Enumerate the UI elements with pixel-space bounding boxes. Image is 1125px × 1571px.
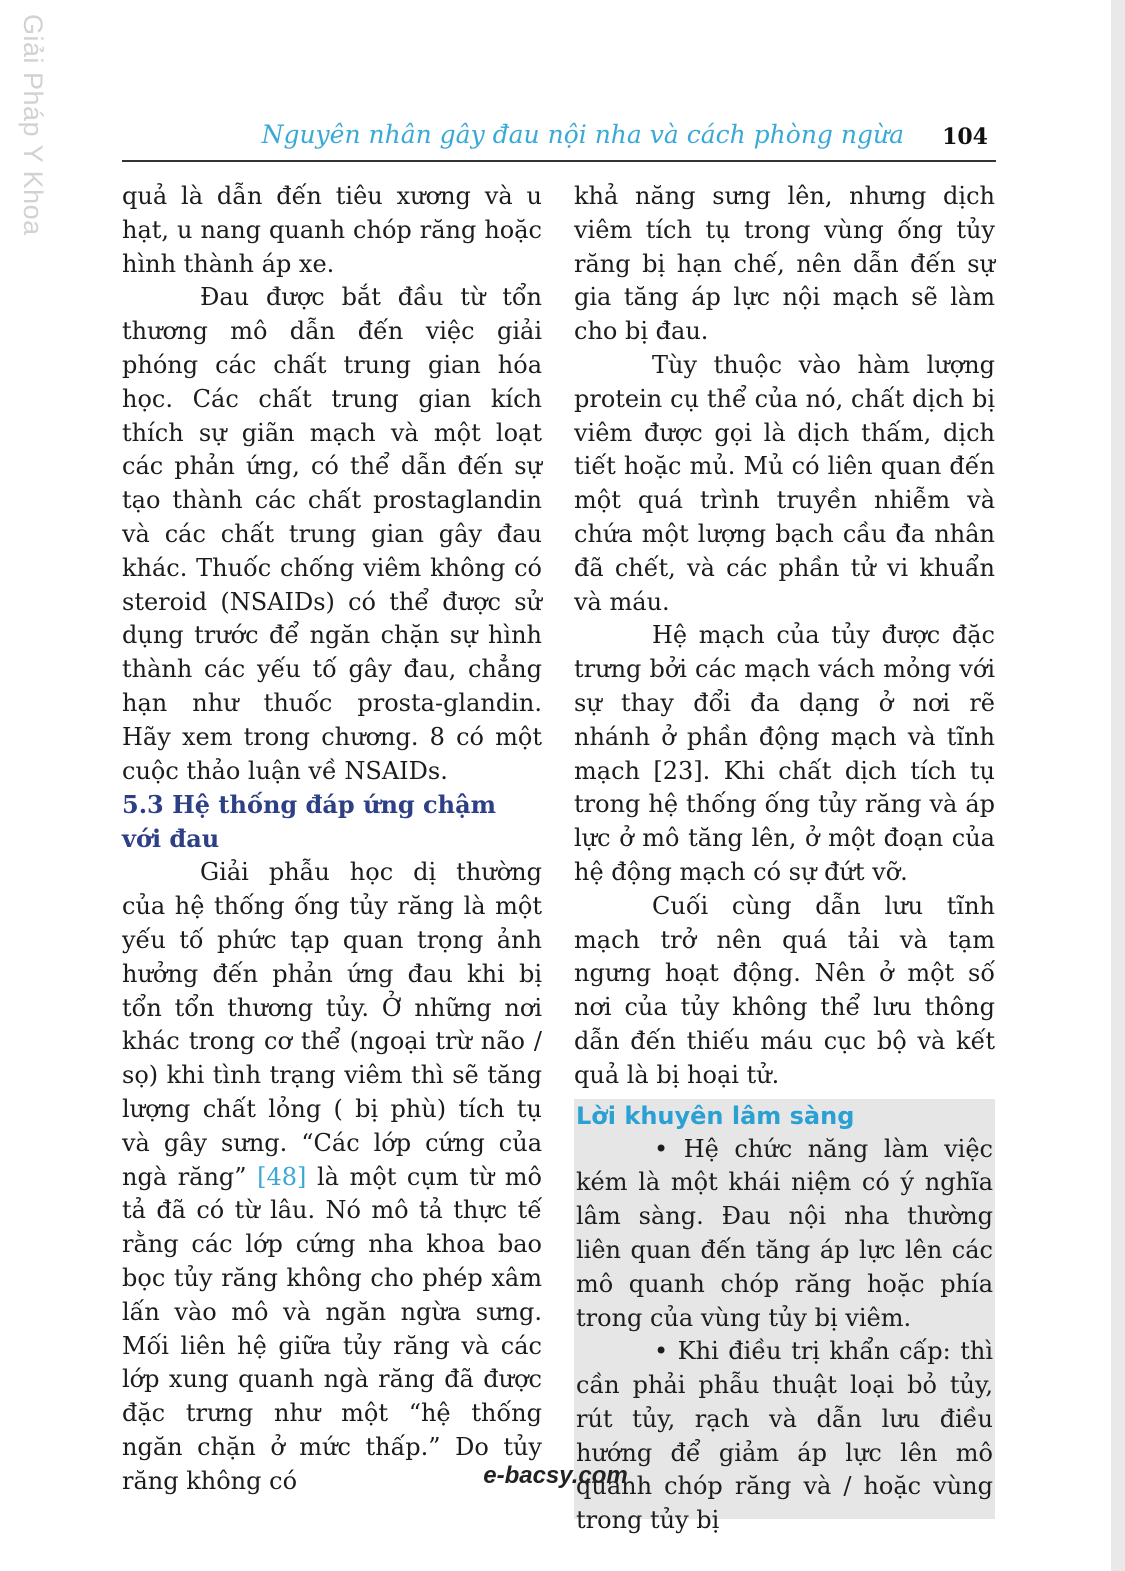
paragraph: Cuối cùng dẫn lưu tĩnh mạch trở nên quá tải và tạm ngưng hoạt động. Nên ở một số nơi của tủy không thể lưu thông dẫn đến thiếu máu cục bộ và kết quả là bị hoại tử. <box>574 891 995 1089</box>
advice-title: Lời khuyên lâm sàng <box>576 1101 855 1130</box>
watermark: Giải Pháp Y Khoa <box>18 14 48 236</box>
footer-site: e-bacsy.com <box>483 1462 628 1489</box>
advice-bullet: • Hệ chức năng làm việc kém là một khái niệm có ý nghĩa lâm sàng. Đau nội nha thường liên quan đến tăng áp lực lên các mô quanh chóp răng hoặc phía trong của vùng tủy bị viêm. <box>576 1134 993 1332</box>
left-column <box>122 180 542 1498</box>
paragraph-text: Giải phẫu học dị thường của hệ thống ống tủy răng là một yếu tố phức tạp quan trọng ảnh hưởng đến phản ứng đau khi bị tổn tổn thương tủy. Ở những nơi khác trong cơ thể (ngoại trừ não / sọ) khi tình trạng viêm thì sẽ tăng lượng chất lỏng ( bị phù) tích tụ và gây sưng. “Các lớp cứng của ngà răng” <box>122 858 542 1191</box>
right-column <box>574 180 995 1535</box>
header-title: Nguyên nhân gây đau nội nha và cách phòng ngừa <box>261 120 904 149</box>
clinical-advice-box <box>574 1099 995 1535</box>
advice-bullet: • Khi điều trị khẩn cấp: thì cần phải phẫu thuật loại bỏ tủy, rút tủy, rạch và dẫn lưu điều hướng để giảm áp lực lên mô quanh chóp răng và / hoặc vùng trong tủy bị <box>576 1337 993 1535</box>
citation-link[interactable]: [48] <box>257 1162 307 1191</box>
paragraph <box>122 856 542 1498</box>
paragraph-text: là một cụm từ mô tả đã có từ lâu. Nó mô tả thực tế rằng các lớp cứng nha khoa bao bọc tủy răng không cho phép xâm lấn vào mô và ngăn ngừa sưng. Mối liên hệ giữa tủy răng và các lớp xung quanh ngà răng đã được đặc trưng như một “hệ thống ngăn chặn ở mức thấp.” Do tủy răng không có <box>122 1162 542 1495</box>
section-heading: 5.3 Hệ thống đáp ứng chậm với đau <box>122 790 497 854</box>
paragraph: khả năng sưng lên, nhưng dịch viêm tích tụ trong vùng ống tủy răng bị hạn chế, nên dẫn đến sự gia tăng áp lực nội mạch sẽ làm cho bị đau. <box>574 182 995 346</box>
paragraph: Tùy thuộc vào hàm lượng protein cụ thể của nó, chất dịch bị viêm được gọi là dịch thấm, dịch tiết hoặc mủ. Mủ có liên quan đến một quá trình truyền nhiễm và chứa một lượng bạch cầu đa nhân đã chết, và các phần tử vi khuẩn và máu. <box>574 350 995 616</box>
running-header <box>122 114 996 162</box>
paragraph: Đau được bắt đầu từ tổn thương mô dẫn đến việc giải phóng các chất trung gian hóa học. Các chất trung gian kích thích sự giãn mạch và một loạt các phản ứng, có thể dẫn đến sự tạo thành các chất prostaglandin và các chất trung gian gây đau khác. Thuốc chống viêm không có steroid (NSAIDs) có thể được sử dụng trước để ngăn chặn sự hình thành các yếu tố gây đau, chẳng hạn như thuốc prosta-glandin. Hãy xem trong chương. 8 có một cuộc thảo luận về NSAIDs. <box>122 283 542 785</box>
page-number: 104 <box>942 124 988 150</box>
paragraph: quả là dẫn đến tiêu xương và u hạt, u nang quanh chóp răng hoặc hình thành áp xe. <box>122 182 542 278</box>
paragraph: Hệ mạch của tủy được đặc trưng bởi các mạch vách mỏng với sự thay đổi đa dạng ở nơi rẽ nhánh ở phần động mạch và tĩnh mạch [23]. Khi chất dịch tích tụ trong hệ thống ống tủy răng và áp lực ở mô tăng lên, ở một đoạn của hệ động mạch có sự đứt vỡ. <box>574 621 995 886</box>
page-edge-strip <box>1111 0 1125 1571</box>
